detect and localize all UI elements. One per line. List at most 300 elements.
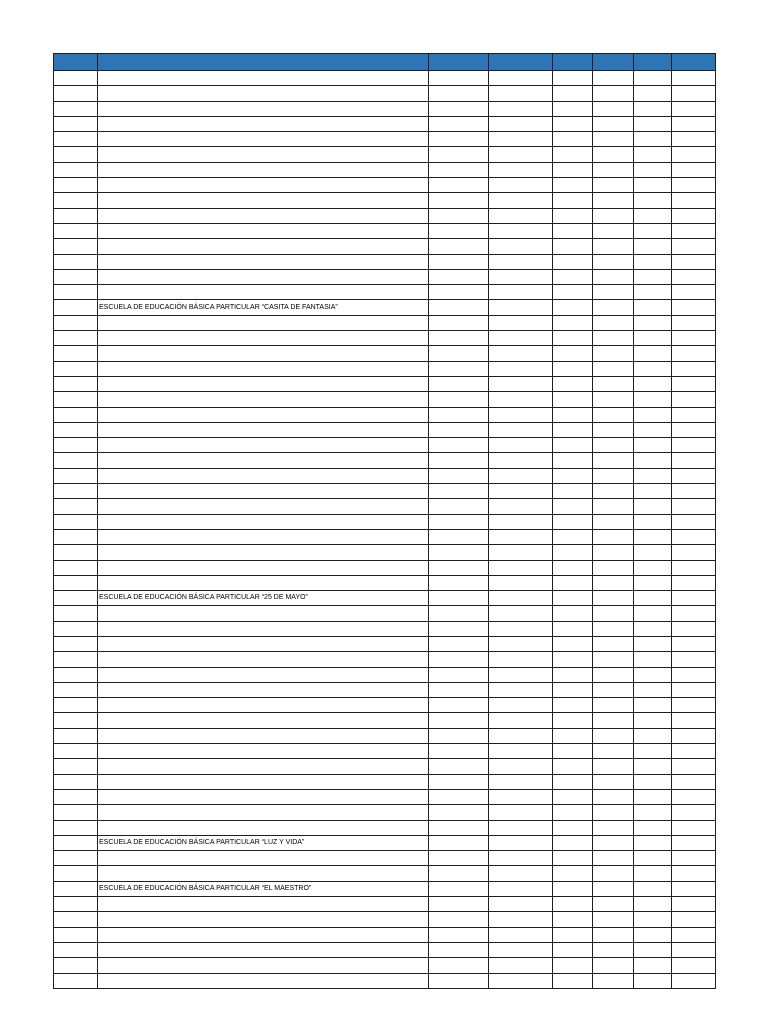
table-cell[interactable] (553, 698, 593, 713)
table-cell[interactable] (593, 407, 634, 422)
table-cell[interactable] (54, 422, 98, 437)
table-cell[interactable] (54, 698, 98, 713)
table-cell[interactable] (54, 147, 98, 162)
table-cell[interactable] (634, 682, 672, 697)
table-cell[interactable] (672, 912, 716, 927)
table-cell[interactable] (54, 927, 98, 942)
table-cell[interactable] (553, 484, 593, 499)
table-cell[interactable] (593, 468, 634, 483)
table-cell[interactable] (593, 239, 634, 254)
table-cell[interactable] (553, 193, 593, 208)
table-cell[interactable] (593, 86, 634, 101)
table-cell[interactable] (634, 774, 672, 789)
table-cell[interactable] (593, 331, 634, 346)
table-cell[interactable] (553, 805, 593, 820)
table-cell[interactable] (54, 116, 98, 131)
table-cell[interactable] (593, 392, 634, 407)
table-cell[interactable] (634, 484, 672, 499)
school-name-cell[interactable]: ESCUELA DE EDUCACIÓN BÁSICA PARTICULAR “LUZ Y VIDA” (98, 835, 429, 850)
table-cell[interactable] (634, 315, 672, 330)
table-cell[interactable] (593, 285, 634, 300)
table-cell[interactable] (54, 835, 98, 850)
table-cell[interactable] (634, 132, 672, 147)
table-cell[interactable] (489, 545, 553, 560)
table-cell[interactable] (98, 407, 429, 422)
table-cell[interactable] (672, 575, 716, 590)
table-cell[interactable] (634, 208, 672, 223)
table-cell[interactable] (634, 728, 672, 743)
table-cell[interactable] (429, 453, 489, 468)
table-cell[interactable] (98, 484, 429, 499)
table-cell[interactable] (489, 346, 553, 361)
table-cell[interactable] (634, 529, 672, 544)
table-cell[interactable] (672, 101, 716, 116)
table-cell[interactable] (54, 973, 98, 988)
table-cell[interactable] (593, 728, 634, 743)
table-cell[interactable] (54, 285, 98, 300)
table-cell[interactable] (634, 438, 672, 453)
table-cell[interactable] (593, 132, 634, 147)
table-cell[interactable] (429, 713, 489, 728)
table-cell[interactable] (553, 545, 593, 560)
table-cell[interactable] (672, 927, 716, 942)
table-cell[interactable] (672, 468, 716, 483)
table-cell[interactable] (489, 835, 553, 850)
table-cell[interactable] (489, 223, 553, 238)
table-cell[interactable] (634, 514, 672, 529)
table-cell[interactable] (553, 897, 593, 912)
table-cell[interactable] (429, 116, 489, 131)
table-cell[interactable] (489, 759, 553, 774)
table-cell[interactable] (489, 636, 553, 651)
table-cell[interactable] (98, 897, 429, 912)
school-name-cell[interactable]: ESCUELA DE EDUCACIÓN BÁSICA PARTICULAR “CASITA DE FANTASIA” (98, 300, 429, 315)
table-cell[interactable] (429, 514, 489, 529)
table-cell[interactable] (672, 713, 716, 728)
table-cell[interactable] (54, 101, 98, 116)
table-cell[interactable] (489, 468, 553, 483)
table-cell[interactable] (553, 132, 593, 147)
table-cell[interactable] (54, 881, 98, 896)
table-cell[interactable] (553, 759, 593, 774)
table-cell[interactable] (634, 912, 672, 927)
table-cell[interactable] (672, 269, 716, 284)
table-cell[interactable] (553, 438, 593, 453)
table-cell[interactable] (672, 728, 716, 743)
table-cell[interactable] (672, 789, 716, 804)
table-cell[interactable] (98, 101, 429, 116)
table-cell[interactable] (553, 575, 593, 590)
table-cell[interactable] (54, 591, 98, 606)
table-cell[interactable] (54, 958, 98, 973)
table-cell[interactable] (489, 453, 553, 468)
table-cell[interactable] (553, 422, 593, 437)
table-cell[interactable] (634, 820, 672, 835)
header-cell[interactable] (593, 54, 634, 71)
table-cell[interactable] (98, 208, 429, 223)
table-cell[interactable] (98, 346, 429, 361)
table-cell[interactable] (593, 912, 634, 927)
table-cell[interactable] (429, 820, 489, 835)
table-cell[interactable] (672, 361, 716, 376)
table-cell[interactable] (489, 652, 553, 667)
table-cell[interactable] (593, 667, 634, 682)
table-cell[interactable] (634, 897, 672, 912)
table-cell[interactable] (553, 789, 593, 804)
table-cell[interactable] (429, 361, 489, 376)
table-cell[interactable] (634, 636, 672, 651)
table-cell[interactable] (593, 178, 634, 193)
table-cell[interactable] (489, 942, 553, 957)
table-cell[interactable] (634, 713, 672, 728)
table-cell[interactable] (54, 254, 98, 269)
table-cell[interactable] (489, 667, 553, 682)
table-cell[interactable] (634, 942, 672, 957)
table-cell[interactable] (593, 575, 634, 590)
header-cell[interactable] (489, 54, 553, 71)
table-cell[interactable] (98, 178, 429, 193)
table-cell[interactable] (672, 71, 716, 86)
table-cell[interactable] (672, 805, 716, 820)
table-cell[interactable] (429, 652, 489, 667)
table-cell[interactable] (489, 71, 553, 86)
table-cell[interactable] (98, 315, 429, 330)
table-cell[interactable] (634, 881, 672, 896)
table-cell[interactable] (553, 269, 593, 284)
table-cell[interactable] (634, 927, 672, 942)
table-cell[interactable] (489, 774, 553, 789)
table-cell[interactable] (672, 529, 716, 544)
table-cell[interactable] (489, 208, 553, 223)
table-cell[interactable] (489, 300, 553, 315)
table-cell[interactable] (98, 652, 429, 667)
table-cell[interactable] (634, 71, 672, 86)
table-cell[interactable] (489, 805, 553, 820)
table-cell[interactable] (429, 927, 489, 942)
table-cell[interactable] (553, 912, 593, 927)
table-cell[interactable] (429, 269, 489, 284)
table-cell[interactable] (489, 881, 553, 896)
table-cell[interactable] (54, 636, 98, 651)
table-cell[interactable] (429, 300, 489, 315)
table-cell[interactable] (672, 193, 716, 208)
table-cell[interactable] (489, 315, 553, 330)
table-cell[interactable] (429, 636, 489, 651)
table-cell[interactable] (429, 606, 489, 621)
table-cell[interactable] (634, 866, 672, 881)
table-cell[interactable] (98, 285, 429, 300)
table-cell[interactable] (593, 116, 634, 131)
table-cell[interactable] (489, 713, 553, 728)
table-cell[interactable] (429, 132, 489, 147)
table-cell[interactable] (634, 254, 672, 269)
header-cell[interactable] (54, 54, 98, 71)
table-cell[interactable] (672, 484, 716, 499)
table-cell[interactable] (672, 254, 716, 269)
table-cell[interactable] (634, 147, 672, 162)
table-cell[interactable] (429, 239, 489, 254)
table-cell[interactable] (634, 407, 672, 422)
table-cell[interactable] (489, 162, 553, 177)
table-cell[interactable] (672, 178, 716, 193)
table-cell[interactable] (98, 545, 429, 560)
table-cell[interactable] (553, 254, 593, 269)
table-cell[interactable] (489, 973, 553, 988)
table-cell[interactable] (553, 636, 593, 651)
table-cell[interactable] (553, 835, 593, 850)
table-cell[interactable] (672, 422, 716, 437)
table-cell[interactable] (553, 560, 593, 575)
table-cell[interactable] (54, 392, 98, 407)
table-cell[interactable] (593, 636, 634, 651)
table-cell[interactable] (634, 346, 672, 361)
table-cell[interactable] (553, 958, 593, 973)
table-cell[interactable] (593, 698, 634, 713)
table-cell[interactable] (489, 147, 553, 162)
table-cell[interactable] (489, 86, 553, 101)
table-cell[interactable] (429, 897, 489, 912)
table-cell[interactable] (672, 223, 716, 238)
table-cell[interactable] (672, 958, 716, 973)
table-cell[interactable] (593, 591, 634, 606)
table-cell[interactable] (429, 942, 489, 957)
table-cell[interactable] (672, 973, 716, 988)
table-cell[interactable] (672, 851, 716, 866)
table-cell[interactable] (553, 208, 593, 223)
table-cell[interactable] (429, 560, 489, 575)
table-cell[interactable] (54, 269, 98, 284)
table-cell[interactable] (553, 514, 593, 529)
table-cell[interactable] (634, 86, 672, 101)
table-cell[interactable] (489, 438, 553, 453)
table-cell[interactable] (634, 744, 672, 759)
table-cell[interactable] (672, 331, 716, 346)
table-cell[interactable] (489, 575, 553, 590)
table-cell[interactable] (672, 744, 716, 759)
table-cell[interactable] (672, 86, 716, 101)
table-cell[interactable] (672, 116, 716, 131)
table-cell[interactable] (429, 346, 489, 361)
table-cell[interactable] (634, 606, 672, 621)
table-cell[interactable] (54, 805, 98, 820)
table-cell[interactable] (429, 591, 489, 606)
table-cell[interactable] (634, 285, 672, 300)
table-cell[interactable] (54, 545, 98, 560)
table-cell[interactable] (54, 453, 98, 468)
table-cell[interactable] (54, 851, 98, 866)
table-cell[interactable] (634, 193, 672, 208)
table-cell[interactable] (98, 728, 429, 743)
table-cell[interactable] (634, 101, 672, 116)
table-cell[interactable] (489, 958, 553, 973)
table-cell[interactable] (489, 927, 553, 942)
table-cell[interactable] (672, 346, 716, 361)
table-cell[interactable] (593, 223, 634, 238)
table-cell[interactable] (593, 499, 634, 514)
table-cell[interactable] (553, 285, 593, 300)
table-cell[interactable] (634, 575, 672, 590)
table-cell[interactable] (489, 912, 553, 927)
table-cell[interactable] (553, 621, 593, 636)
table-cell[interactable] (634, 789, 672, 804)
table-cell[interactable] (634, 835, 672, 850)
table-cell[interactable] (98, 269, 429, 284)
table-cell[interactable] (54, 744, 98, 759)
table-cell[interactable] (593, 774, 634, 789)
table-cell[interactable] (98, 147, 429, 162)
table-cell[interactable] (634, 958, 672, 973)
table-cell[interactable] (489, 285, 553, 300)
table-cell[interactable] (593, 438, 634, 453)
table-cell[interactable] (489, 514, 553, 529)
table-cell[interactable] (593, 820, 634, 835)
table-cell[interactable] (553, 851, 593, 866)
table-cell[interactable] (553, 820, 593, 835)
table-cell[interactable] (54, 789, 98, 804)
table-cell[interactable] (553, 361, 593, 376)
table-cell[interactable] (98, 376, 429, 391)
table-cell[interactable] (553, 881, 593, 896)
table-cell[interactable] (672, 774, 716, 789)
table-cell[interactable] (429, 698, 489, 713)
table-cell[interactable] (489, 591, 553, 606)
table-cell[interactable] (634, 376, 672, 391)
table-cell[interactable] (489, 376, 553, 391)
table-cell[interactable] (54, 361, 98, 376)
table-cell[interactable] (54, 162, 98, 177)
table-cell[interactable] (429, 789, 489, 804)
table-cell[interactable] (54, 407, 98, 422)
table-cell[interactable] (98, 942, 429, 957)
table-cell[interactable] (54, 484, 98, 499)
table-cell[interactable] (553, 392, 593, 407)
table-cell[interactable] (98, 560, 429, 575)
table-cell[interactable] (489, 392, 553, 407)
table-cell[interactable] (429, 147, 489, 162)
table-cell[interactable] (54, 575, 98, 590)
table-cell[interactable] (634, 499, 672, 514)
table-cell[interactable] (98, 223, 429, 238)
header-cell[interactable] (672, 54, 716, 71)
table-cell[interactable] (429, 376, 489, 391)
table-cell[interactable] (553, 86, 593, 101)
table-cell[interactable] (672, 698, 716, 713)
table-cell[interactable] (54, 759, 98, 774)
table-cell[interactable] (553, 162, 593, 177)
table-cell[interactable] (634, 591, 672, 606)
table-cell[interactable] (672, 285, 716, 300)
table-cell[interactable] (54, 315, 98, 330)
table-cell[interactable] (98, 636, 429, 651)
table-cell[interactable] (489, 897, 553, 912)
table-cell[interactable] (553, 468, 593, 483)
table-cell[interactable] (429, 958, 489, 973)
table-cell[interactable] (429, 575, 489, 590)
table-cell[interactable] (553, 223, 593, 238)
table-cell[interactable] (54, 713, 98, 728)
table-cell[interactable] (593, 361, 634, 376)
table-cell[interactable] (54, 178, 98, 193)
table-cell[interactable] (429, 881, 489, 896)
table-cell[interactable] (54, 820, 98, 835)
table-cell[interactable] (429, 254, 489, 269)
table-cell[interactable] (672, 897, 716, 912)
table-cell[interactable] (553, 346, 593, 361)
table-cell[interactable] (489, 254, 553, 269)
table-cell[interactable] (634, 545, 672, 560)
table-cell[interactable] (98, 422, 429, 437)
table-cell[interactable] (553, 147, 593, 162)
table-cell[interactable] (593, 376, 634, 391)
table-cell[interactable] (593, 560, 634, 575)
table-cell[interactable] (634, 223, 672, 238)
table-cell[interactable] (489, 132, 553, 147)
table-cell[interactable] (98, 193, 429, 208)
table-cell[interactable] (593, 453, 634, 468)
header-cell[interactable] (98, 54, 429, 71)
table-cell[interactable] (672, 820, 716, 835)
table-cell[interactable] (489, 728, 553, 743)
table-cell[interactable] (593, 529, 634, 544)
table-cell[interactable] (634, 162, 672, 177)
table-cell[interactable] (489, 422, 553, 437)
table-cell[interactable] (429, 529, 489, 544)
table-cell[interactable] (553, 667, 593, 682)
table-cell[interactable] (634, 453, 672, 468)
table-cell[interactable] (98, 254, 429, 269)
table-cell[interactable] (429, 392, 489, 407)
table-cell[interactable] (634, 621, 672, 636)
table-cell[interactable] (634, 178, 672, 193)
table-cell[interactable] (672, 392, 716, 407)
table-cell[interactable] (593, 805, 634, 820)
table-cell[interactable] (672, 300, 716, 315)
table-cell[interactable] (672, 438, 716, 453)
table-cell[interactable] (429, 851, 489, 866)
table-cell[interactable] (54, 239, 98, 254)
table-cell[interactable] (54, 652, 98, 667)
table-cell[interactable] (54, 514, 98, 529)
table-cell[interactable] (98, 162, 429, 177)
table-cell[interactable] (54, 560, 98, 575)
table-cell[interactable] (672, 759, 716, 774)
table-cell[interactable] (672, 881, 716, 896)
table-cell[interactable] (489, 529, 553, 544)
table-cell[interactable] (489, 621, 553, 636)
table-cell[interactable] (672, 315, 716, 330)
table-cell[interactable] (593, 652, 634, 667)
table-cell[interactable] (489, 851, 553, 866)
table-cell[interactable] (429, 912, 489, 927)
table-cell[interactable] (634, 361, 672, 376)
table-cell[interactable] (672, 560, 716, 575)
table-cell[interactable] (429, 178, 489, 193)
table-cell[interactable] (429, 728, 489, 743)
table-cell[interactable] (672, 636, 716, 651)
table-cell[interactable] (634, 239, 672, 254)
table-cell[interactable] (593, 881, 634, 896)
table-cell[interactable] (98, 759, 429, 774)
table-cell[interactable] (634, 300, 672, 315)
table-cell[interactable] (553, 331, 593, 346)
table-cell[interactable] (553, 499, 593, 514)
table-cell[interactable] (54, 468, 98, 483)
table-cell[interactable] (553, 927, 593, 942)
table-cell[interactable] (429, 682, 489, 697)
table-cell[interactable] (489, 789, 553, 804)
table-cell[interactable] (429, 86, 489, 101)
table-cell[interactable] (489, 484, 553, 499)
